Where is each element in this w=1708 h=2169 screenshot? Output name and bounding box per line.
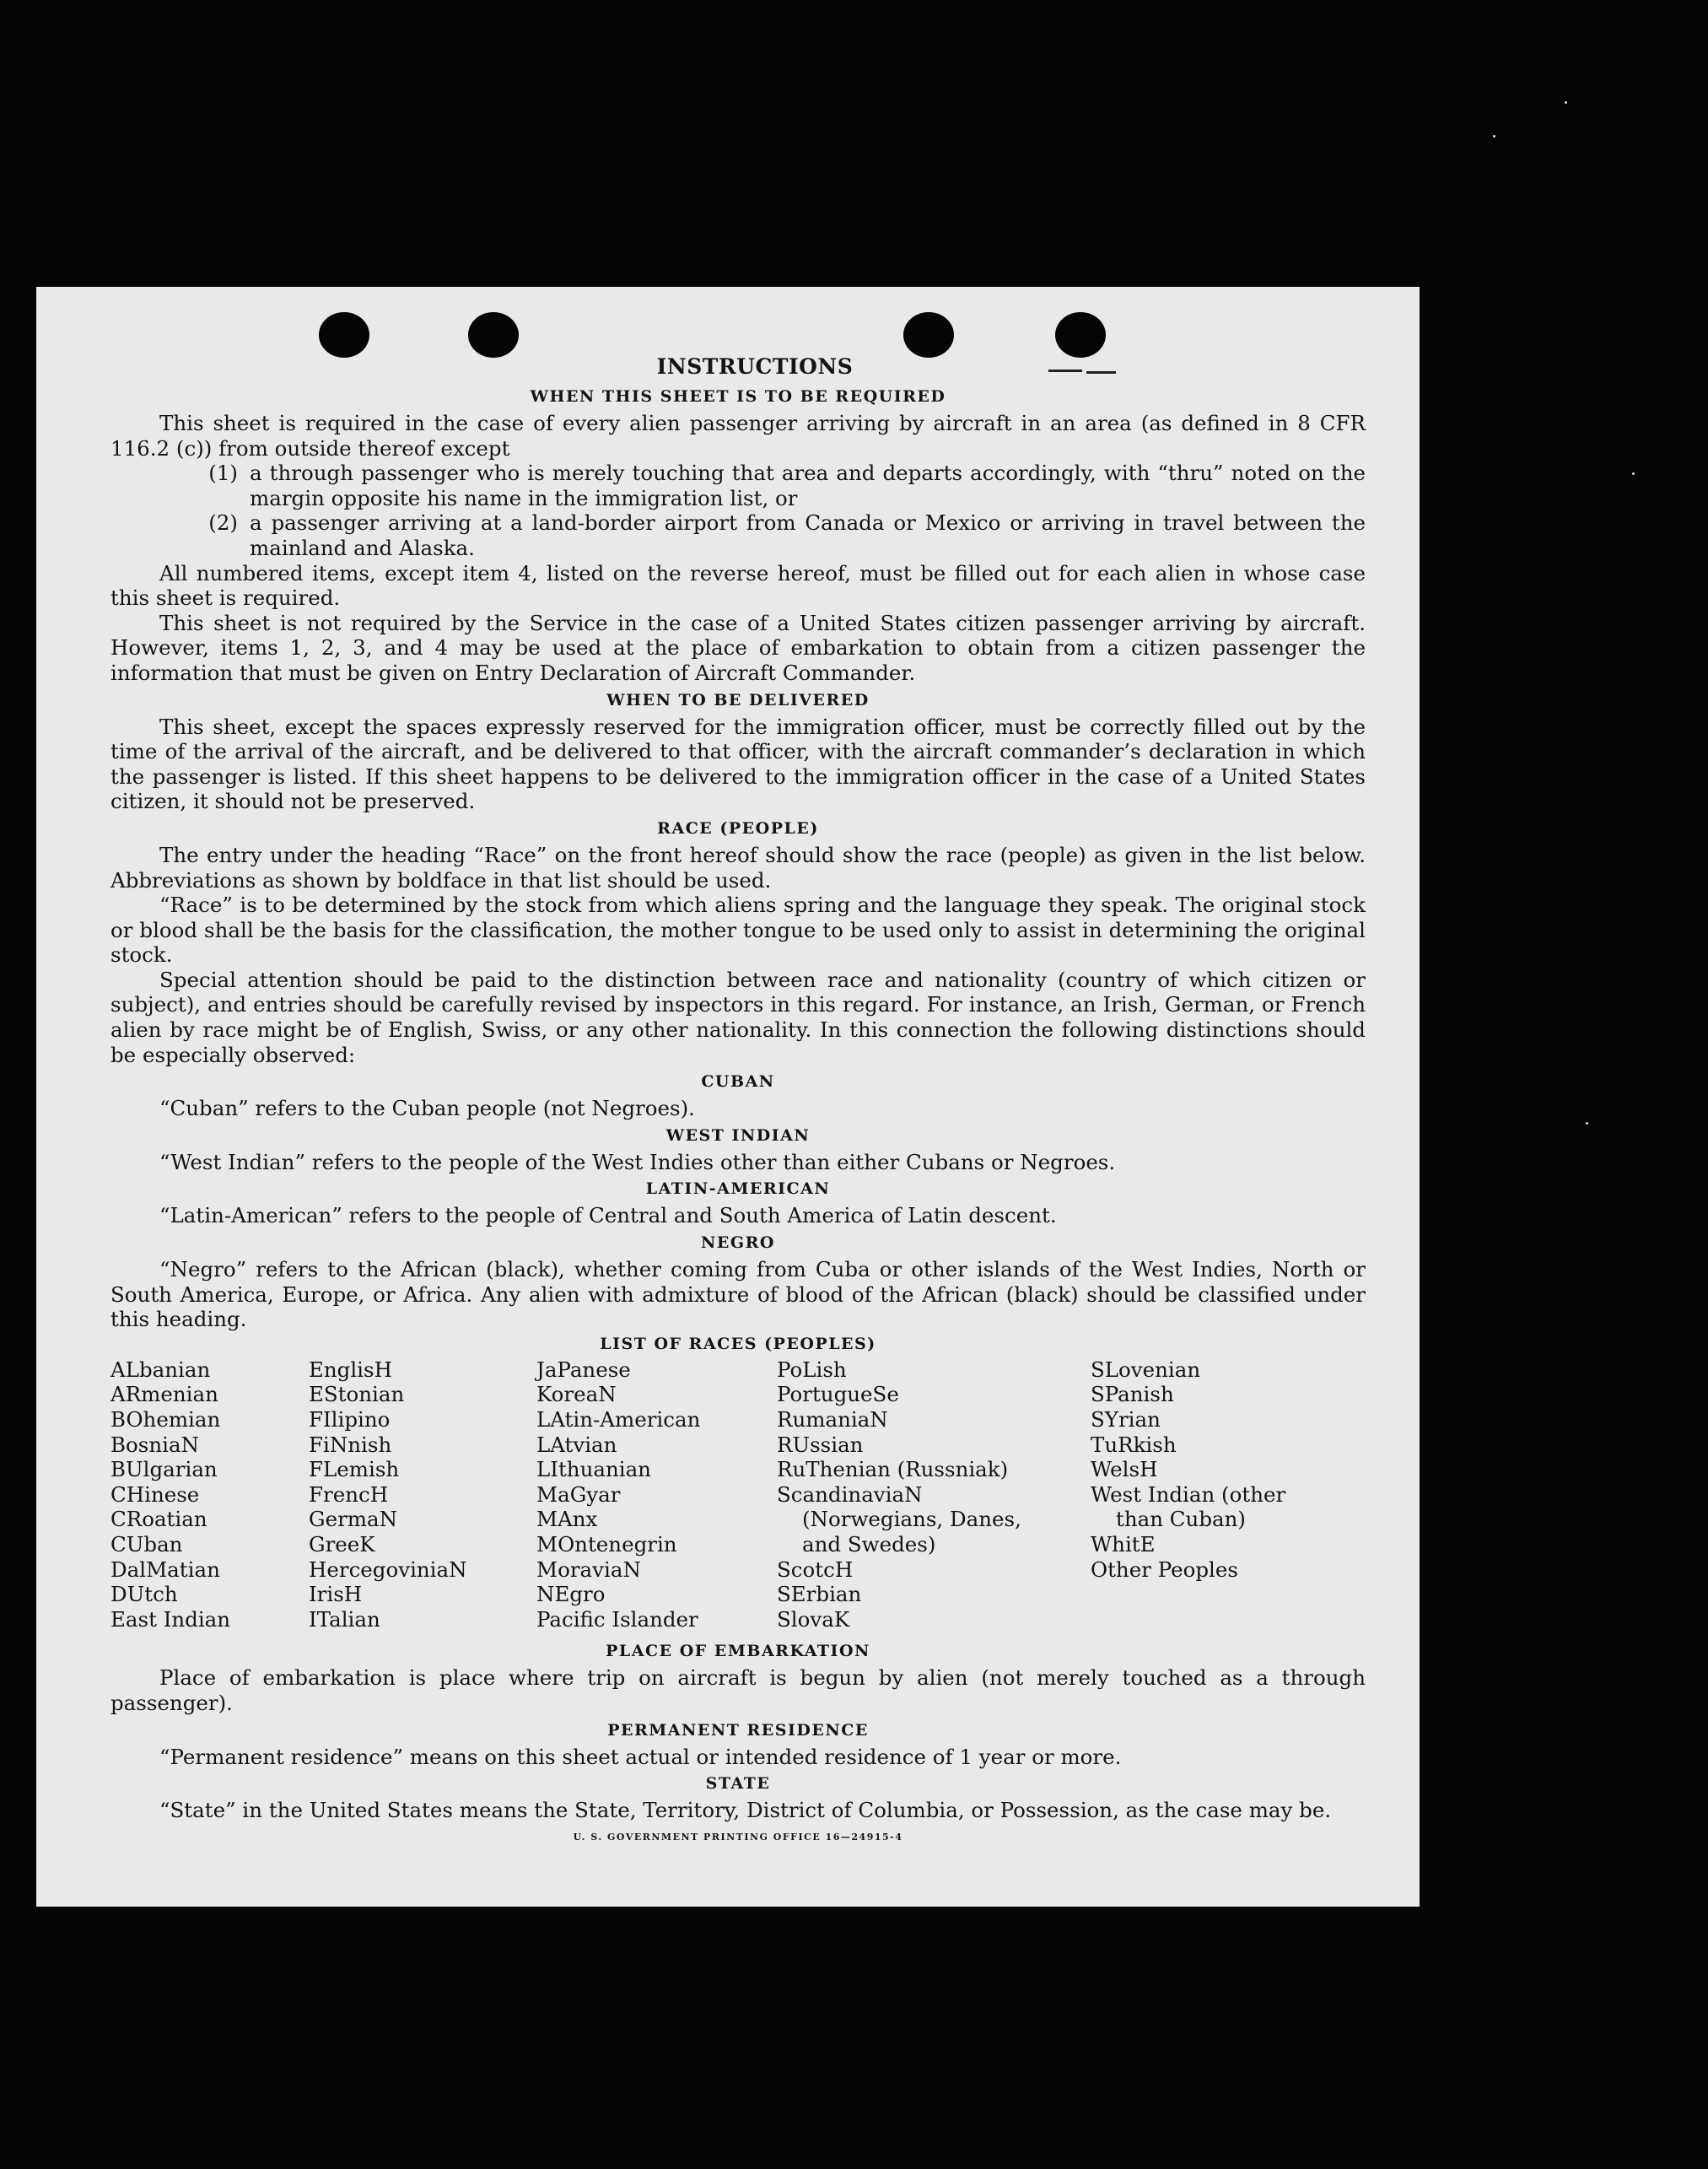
race-entry: West Indian (other than Cuban) <box>1091 1481 1286 1532</box>
paragraph: The entry under the heading “Race” on the front hereof should show the race (people) as given in the list below. Abbreviations as shown by boldface in that list should be used. <box>110 842 1366 893</box>
instructions-content <box>110 354 1366 1843</box>
heading-residence: PERMANENT RESIDENCE <box>607 1720 869 1740</box>
heading-list-of-races: LIST OF RACES (PEOPLES) <box>600 1334 876 1353</box>
race-entry: PortugueSe <box>777 1382 899 1407</box>
race-entry: GreeK <box>309 1531 375 1557</box>
paragraph: “Negro” refers to the African (black), whether coming from Cuba or other islands of the West Indies, North or South America, Europe, or Africa. Any alien with admixture of blood of the African (black) should be classified under this heading. <box>110 1257 1366 1332</box>
race-entry: BOhemian <box>110 1407 221 1432</box>
race-entry: MAnx <box>536 1507 598 1532</box>
background-speck <box>1632 472 1635 475</box>
races-list <box>110 1357 1366 1632</box>
race-entry: RuThenian (Russniak) <box>777 1457 1009 1482</box>
background-speck <box>1565 101 1567 104</box>
punch-hole <box>1055 312 1106 358</box>
race-entry: Other Peoples <box>1091 1557 1238 1582</box>
race-entry: FLemish <box>309 1457 400 1482</box>
heading-race: RACE (PEOPLE) <box>657 818 819 838</box>
race-entry: CRoatian <box>110 1507 207 1532</box>
race-entry: ALbanian <box>110 1357 211 1382</box>
race-entry: BUlgarian <box>110 1457 218 1482</box>
race-entry: LAtin-American <box>536 1407 701 1432</box>
paragraph: “Permanent residence” means on this sheet actual or intended residence of 1 year or more. <box>159 1744 1122 1769</box>
paragraph: “West Indian” refers to the people of the West Indies other than either Cubans or Negroes. <box>159 1149 1116 1174</box>
race-entry: HercegoviniaN <box>309 1557 467 1582</box>
paragraph: Special attention should be paid to the distinction between race and nationality (country of which citizen or subject), and entries should be carefully revised by inspectors in this regard. For instance, an Irish, German, or French alien by race might be of English, Swiss, or any other nationality. In this connection the following distinctions should be especially observed: <box>110 967 1366 1067</box>
races-column <box>536 1357 777 1632</box>
heading-embarkation: PLACE OF EMBARKATION <box>606 1642 870 1661</box>
races-column <box>309 1357 536 1632</box>
printer-imprint: U. S. GOVERNMENT PRINTING OFFICE 16—24915-4 <box>573 1831 903 1843</box>
page-title: INSTRUCTIONS <box>656 354 854 379</box>
exception-list <box>110 461 1366 560</box>
race-entry: DalMatian <box>110 1557 220 1582</box>
race-entry: CUban <box>110 1531 183 1557</box>
paragraph: This sheet is not required by the Service in the case of a United States citizen passenger arriving by aircraft. However, items 1, 2, 3, and 4 may be used at the place of embarkation to obtain from a citizen passenger the information that must be given on Entry Declaration of Aircraft Commander. <box>110 610 1366 685</box>
heading-west-indian: WEST INDIAN <box>665 1125 811 1145</box>
item-number: (1) <box>208 461 238 486</box>
race-entry: LIthuanian <box>536 1457 651 1482</box>
race-entry: NEgro <box>536 1582 606 1607</box>
background-speck <box>1493 135 1495 138</box>
race-entry: SlovaK <box>777 1606 850 1632</box>
race-entry: SLovenian <box>1091 1357 1201 1382</box>
races-column <box>777 1357 1091 1632</box>
heading-state: STATE <box>705 1774 771 1794</box>
race-entry: Pacific Islander <box>536 1606 698 1632</box>
paragraph: This sheet, except the spaces expressly reserved for the immigration officer, must be correctly filled out by the time of the arrival of the aircraft, and be delivered to that officer, with the aircraft commander’s declaration in which the passenger is listed. If this sheet happens to be delivered to the immigration officer in the case of a United States citizen, it should not be preserved. <box>110 714 1366 814</box>
race-entry: RUssian <box>777 1432 864 1457</box>
race-entry: MOntenegrin <box>536 1531 677 1557</box>
race-entry: WelsH <box>1091 1457 1158 1482</box>
heading-when-delivered: WHEN TO BE DELIVERED <box>606 690 870 710</box>
race-entry: FrencH <box>309 1481 389 1507</box>
race-entry: EnglisH <box>309 1357 392 1382</box>
race-entry: MaGyar <box>536 1481 621 1507</box>
list-item <box>110 510 1366 560</box>
heading-negro: NEGRO <box>701 1233 775 1253</box>
item-text: a through passenger who is merely touching that area and departs accordingly, with “thru” noted on the margin opposite his name in the immigration list, or <box>250 461 1366 510</box>
race-entry: DUtch <box>110 1582 178 1607</box>
paragraph: All numbered items, except item 4, listed on the reverse hereof, must be filled out for each alien in whose case this sheet is required. <box>110 560 1366 611</box>
paragraph: “Race” is to be determined by the stock from which aliens spring and the language they speak. The original stock or blood shall be the basis for the classification, the mother tongue to be used only to assist in determining the original stock. <box>110 893 1366 968</box>
race-entry: EStonian <box>309 1382 405 1407</box>
race-entry: PoLish <box>777 1357 847 1382</box>
race-entry: KoreaN <box>536 1382 617 1407</box>
race-entry: SYrian <box>1091 1407 1161 1432</box>
item-text: a passenger arriving at a land-border airport from Canada or Mexico or arriving in travel between the mainland and Alaska. <box>250 510 1366 560</box>
punch-hole <box>903 312 954 358</box>
race-entry: SPanish <box>1091 1382 1174 1407</box>
race-entry: RumaniaN <box>777 1407 888 1432</box>
race-entry: BosniaN <box>110 1432 199 1457</box>
heading-latin-american: LATIN-AMERICAN <box>645 1179 831 1199</box>
paragraph: This sheet is required in the case of every alien passenger arriving by aircraft in an area (as defined in 8 CFR 116.2 (c)) from outside thereof except <box>110 411 1366 461</box>
race-entry: WhitE <box>1091 1531 1156 1557</box>
race-entry: FIlipino <box>309 1407 391 1432</box>
heading-when-required: WHEN THIS SHEET IS TO BE REQUIRED <box>530 387 946 406</box>
punch-hole <box>319 312 369 358</box>
races-column <box>1091 1357 1366 1632</box>
race-entry: ScotcH <box>777 1557 854 1582</box>
races-column <box>110 1357 309 1632</box>
race-entry: FiNnish <box>309 1432 392 1457</box>
paragraph: Place of embarkation is place where trip on aircraft is begun by alien (not merely touched as a through passenger). <box>110 1665 1366 1715</box>
race-entry: MoraviaN <box>536 1557 641 1582</box>
race-entry: ScandinaviaN (Norwegians, Danes, and Swedes) <box>777 1481 1021 1557</box>
paragraph: “Latin-American” refers to the people of Central and South America of Latin descent. <box>159 1203 1057 1228</box>
race-entry: JaPanese <box>536 1357 631 1382</box>
punch-hole <box>468 312 519 358</box>
race-entry: East Indian <box>110 1606 231 1632</box>
document-sheet <box>36 287 1420 1907</box>
paragraph: “State” in the United States means the State, Territory, District of Columbia, or Possession, as the case may be. <box>159 1798 1332 1823</box>
race-entry: TuRkish <box>1091 1432 1177 1457</box>
race-entry: LAtvian <box>536 1432 617 1457</box>
race-entry: IrisH <box>309 1582 363 1607</box>
paragraph: “Cuban” refers to the Cuban people (not Negroes). <box>159 1096 695 1121</box>
heading-cuban: CUBAN <box>701 1072 775 1092</box>
race-entry: GermaN <box>309 1507 398 1532</box>
list-item <box>110 461 1366 510</box>
item-number: (2) <box>208 510 238 536</box>
race-entry: ITalian <box>309 1606 380 1632</box>
race-entry: SErbian <box>777 1582 862 1607</box>
race-entry: CHinese <box>110 1481 200 1507</box>
race-entry: ARmenian <box>110 1382 218 1407</box>
background-speck <box>1586 1122 1588 1125</box>
